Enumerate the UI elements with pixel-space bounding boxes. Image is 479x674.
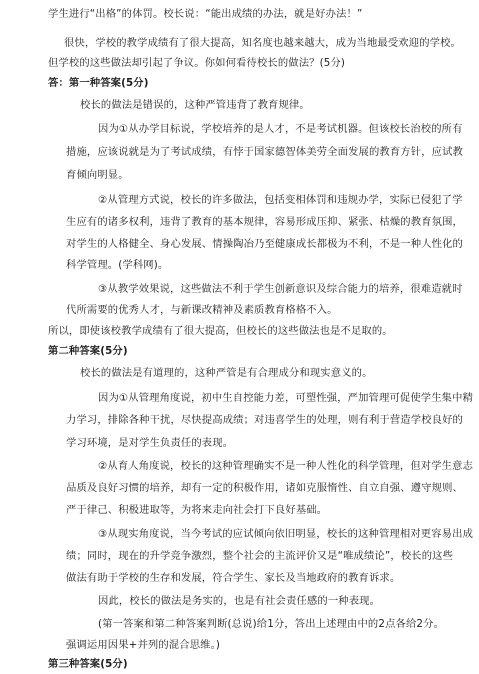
text-line: 对学生的人格健全、身心发展、情操陶冶乃至健康成长都极为不利，不是一种人性化的 <box>66 238 463 250</box>
text-line: 所以，即使该校教学成绩有了很大提高，但校长的这些做法也是不足取的。 <box>48 325 393 337</box>
text-line: 育倾向明显。 <box>66 169 129 181</box>
text-line: ③从现实角度说，当今考试的应试倾向依旧明显，校长的这种管理相对更容易出成 <box>98 528 474 540</box>
text-line: 做法有助于学校的生存和发展，符合学生、家长及当地政府的教育诉求。 <box>66 572 401 584</box>
text-line: 校长的做法是有道理的，这种严管是有合理成分和现实意义的。 <box>80 367 373 379</box>
answer-heading-1: 答：第一种答案(5分) <box>48 77 149 89</box>
text-line: 很快，学校的教学成绩有了很大提高，知名度也越来越大，成为当地最受欢迎的学校。 <box>64 37 461 49</box>
scoring-note: (第一答案和第二种答案判断(总说)给1分，答出上述理由中的2点各给2分。 <box>98 618 445 630</box>
answer-heading-3: 第三种答案(5分) <box>48 658 128 670</box>
text-line: ③从教学效果说，这些做法不利于学生创新意识及综合能力的培养，很难造就时 <box>98 283 463 295</box>
text-line: 学生进行“出格”的体罚。校长说：“能出成绩的办法，就是好办法！” <box>48 8 363 20</box>
text-line: 绩；同时，现在的升学竞争激烈，整个社会的主流评价又是“唯成绩论”，校长的这些 <box>66 550 454 562</box>
text-line: 严于律己、积极进取等，为将来走向社会打下良好基础。 <box>66 504 328 516</box>
text-line: 生应有的诸多权利，违背了教育的基本规律，容易形成压抑、紧张、枯燥的教育氛围， <box>66 216 463 228</box>
text-line: 因为①从管理角度说，初中生自控能力差，可塑性强，严加管理可促使学生集中精 <box>98 392 474 404</box>
text-line: ②从管理方式说，校长的许多做法，包括变相体罚和违规办学，实际已侵犯了学 <box>98 194 463 206</box>
text-line: 品质及良好习惯的培养，却有一定的积极作用，诸如克服惰性、自立自强、遵守规则、 <box>66 482 463 494</box>
text-line: 因此，校长的做法是务实的，也是有社会责任感的一种表现。 <box>98 595 381 607</box>
text-line: 措施，应该说就是为了考试成绩，有悖于国家德智体美劳全面发展的教育方针，应试教 <box>66 146 463 158</box>
text-line: 因为①从办学目标说，学校培养的是人才，不是考试机器。但该校长治校的所有 <box>98 123 463 135</box>
answer-heading-2: 第二种答案(5分) <box>48 345 128 357</box>
text-line: ②从育人角度说，校长的这种管理确实不是一种人性化的科学管理，但对学生意志 <box>98 460 474 472</box>
text-line: 代所需要的优秀人才，与新课改精神及素质教育格格不入。 <box>66 304 338 316</box>
text-line: 但学校的这些做法却引起了争议。你如何看待校长的做法？(5分) <box>48 57 346 69</box>
text-line: 校长的做法是错误的，这种严管违背了教育规律。 <box>80 99 310 111</box>
text-line: 科学管理。(学科网)。 <box>66 259 169 271</box>
text-line: 力学习，排除各种干扰，尽快提高成绩；对违喜学生的处理，则有利于营造学校良好的 <box>66 414 463 426</box>
text-line: 学习环境，是对学生负责任的表现。 <box>66 437 234 449</box>
scoring-note: 强调运用因果+并列的混合思维。) <box>66 639 221 651</box>
